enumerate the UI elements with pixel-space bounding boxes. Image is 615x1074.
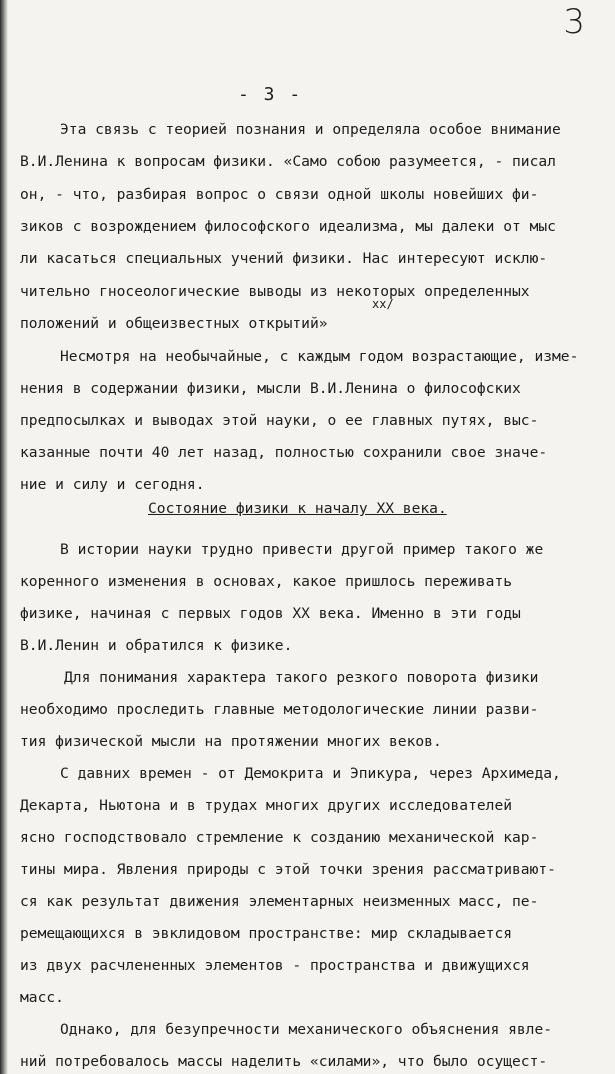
text-line: ся как результат движения элементарных неизменных масс, пе-	[20, 893, 539, 910]
scan-edge-shadow	[0, 0, 8, 1074]
text-line: из двух расчлененных элементов - пространства и движущихся	[20, 957, 530, 974]
text-line: предпосылках и выводах этой науки, о ее главных путях, выс-	[20, 412, 539, 429]
handwritten-page-number: 3	[563, 2, 585, 42]
text-line: В.И.Ленин и обратился к физике.	[20, 637, 293, 654]
text-line: ремещающихся в эвклидовом пространстве: мир складывается	[20, 925, 513, 942]
text-line: положений и общеизвестных открытий»	[20, 315, 328, 332]
footnote-mark: xx/	[372, 297, 394, 311]
text-line: коренного изменения в основах, какое пришлось переживать	[20, 573, 513, 590]
text-line: Эта связь с теорией познания и определяла особое внимание	[60, 121, 561, 138]
text-line: Для понимания характера такого резкого поворота физики	[64, 669, 539, 686]
text-line: чительно гносеологические выводы из некоторых определенных	[20, 283, 530, 300]
text-line: Однако, для безупречности механического объяснения явле-	[60, 1021, 553, 1038]
page-number: - 3 -	[238, 84, 303, 105]
text-line: тины мира. Явления природы с этой точки зрения рассматривают-	[20, 861, 556, 878]
text-line: зиков с возрождением философского идеализма, мы далеки от мыс	[20, 218, 556, 235]
text-line: С давних времен - от Демокрита и Эпикура, через Архимеда,	[60, 765, 561, 782]
section-heading: Состояние физики к началу XX века.	[148, 500, 447, 517]
text-line: Декарта, Ньютона и в трудах многих других исследователей	[20, 797, 513, 814]
text-line: тия физической мысли на протяжении многих веков.	[20, 733, 442, 750]
text-line: он, - что, разбирая вопрос о связи одной школы новейших фи-	[20, 186, 539, 203]
text-line: нения в содержании физики, мысли В.И.Ленина о философских	[20, 380, 521, 397]
text-line: ние и силу и сегодня.	[20, 476, 205, 493]
text-line: казанные почти 40 лет назад, полностью сохранили свое значе-	[20, 444, 548, 461]
text-line: ясно господствовало стремление к созданию механической кар-	[20, 829, 539, 846]
text-line: ли касаться специальных учений физики. Нас интересуют исклю-	[20, 250, 548, 267]
text-line: ний потребовалось массы наделить «силами», что было осущест-	[20, 1053, 548, 1070]
text-line: масс.	[20, 989, 64, 1006]
text-line: В.И.Ленина к вопросам физики. «Само собою разумеется, - писал	[20, 153, 556, 170]
text-line: Несмотря на необычайные, с каждым годом возрастающие, изме-	[60, 348, 579, 365]
text-line: В истории науки трудно привести другой пример такого же	[60, 541, 544, 558]
text-line: физике, начиная с первых годов XX века. Именно в эти годы	[20, 605, 521, 622]
text-line: необходимо проследить главные методологические линии разви-	[20, 701, 539, 718]
